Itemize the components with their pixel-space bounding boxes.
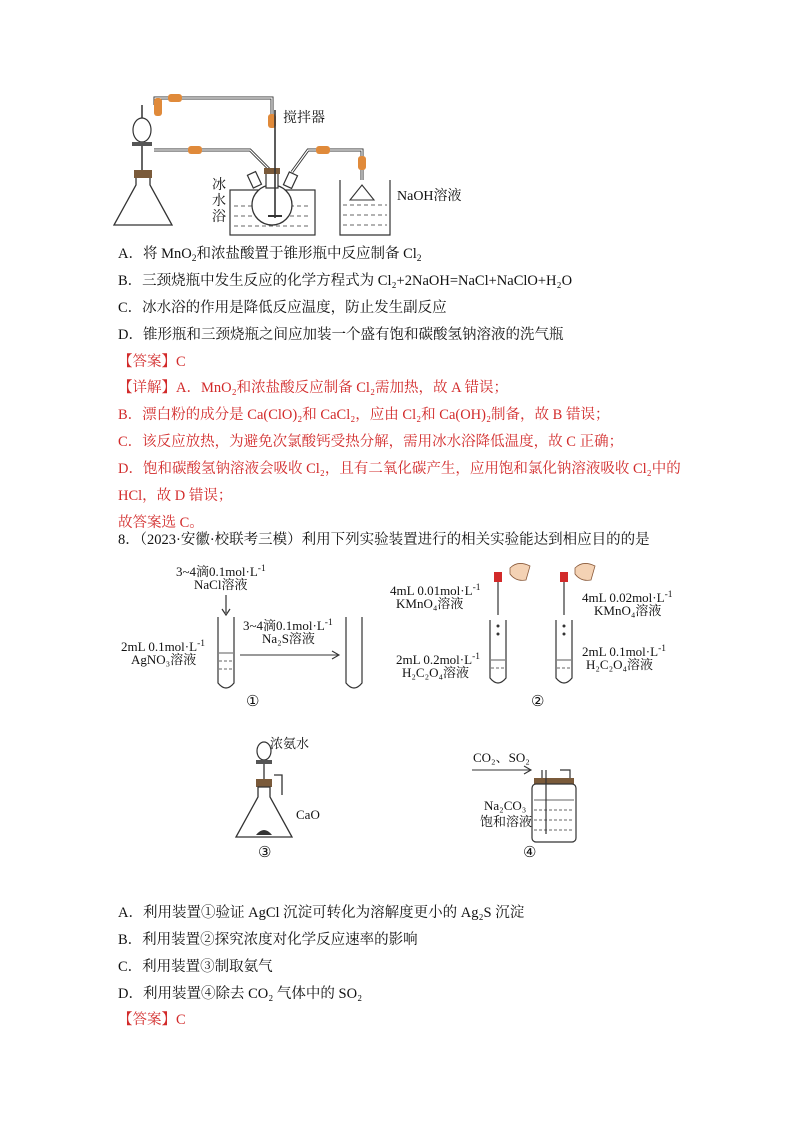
fig2-right-bottom-line2: H₂C₂O₄溶液 <box>586 657 654 672</box>
fig2-left-top-line2: KMnO₄溶液 <box>396 596 464 611</box>
naoh-solution-label: NaOH溶液 <box>397 189 462 204</box>
fig3-ammonia-label: 浓氨水 <box>270 736 310 751</box>
fig2-left-top-line1: 4mL $0.01mol\cdot L^{-1}$ <box>390 583 481 598</box>
q7-answer: 【答案】C <box>118 354 186 370</box>
q7-detail-1: 【详解】A．MnO₂和浓盐酸反应制备 Cl₂需加热，故 A 错误； <box>118 380 508 396</box>
q8-option-c: C．利用装置③制取氨气 <box>118 959 273 975</box>
q7-option-c: C．冰水浴的作用是降低反应温度，防止发生副反应 <box>118 300 447 316</box>
fig2-right-bottom-line1: 2mL $0.1mol\cdot L^{-1}$ <box>582 644 666 659</box>
fig2-number: ② <box>531 694 545 710</box>
q7-option-d: D．锥形瓶和三颈烧瓶之间应加装一个盛有饱和碳酸氢钠溶液的洗气瓶 <box>118 327 564 343</box>
fig2-right-top-line1: 4mL $0.02mol\cdot L^{-1}$ <box>582 590 673 605</box>
q8-option-d: D．利用装置④除去 CO₂ 气体中的 SO₂ <box>118 986 363 1002</box>
fig2-left-bottom-line1: 2mL $0.2mol\cdot L^{-1}$ <box>396 652 480 667</box>
q7-detail-5: HCl，故 D 错误； <box>118 488 233 504</box>
q7-detail-4: D．饱和碳酸氢钠溶液会吸收 Cl₂，且有二氧化碳产生，应用饱和氯化钠溶液吸收 Cl₂中的 <box>118 461 681 477</box>
fig4-liquid-line1: Na₂CO₃ <box>484 798 527 813</box>
q8-stem: 8．（2023·安徽·校联考三模）利用下列实验装置进行的相关实验能达到相应目的的是 <box>118 532 650 548</box>
q7-detail-2: B．漂白粉的成分是 Ca(ClO)₂和 CaCl₂，应由 Cl₂和 Ca(OH)₂制备，故 B 错误； <box>118 407 610 423</box>
q8-option-a: A．利用装置①验证 AgCl 沉淀可转化为溶解度更小的 Ag₂S 沉淀 <box>118 905 525 921</box>
fig4-number: ④ <box>523 845 537 861</box>
fig1-drop1-line1: 3~4滴$0.1mol\cdot L^{-1}$ <box>176 564 266 579</box>
apparatus-figure-2 <box>480 560 600 690</box>
stirrer-label: 搅拌器 <box>283 111 325 126</box>
q7-detail-3: C．该反应放热，为避免次氯酸钙受热分解，需用冰水浴降低温度，故 C 正确； <box>118 434 624 450</box>
q8-answer: 【答案】C <box>118 1012 186 1028</box>
apparatus-figure-2-tubes <box>210 595 370 695</box>
fig1-number: ① <box>246 694 260 710</box>
q8-option-b: B．利用装置②探究浓度对化学反应速率的影响 <box>118 932 418 948</box>
fig1-drop1-line2: NaCl溶液 <box>194 577 248 592</box>
q7-option-b: B．三颈烧瓶中发生反应的化学方程式为 Cl₂+2NaOH=NaCl+NaClO+H₂O <box>118 273 573 289</box>
fig1-tube-line2: AgNO₃溶液 <box>131 652 197 667</box>
fig4-gas-label: CO₂、SO₂ <box>473 750 530 765</box>
fig1-drop2-line1: 3~4滴$0.1mol\cdot L^{-1}$ <box>243 618 333 633</box>
q7-option-a: A．将 MnO$_2$和浓盐酸置于锥形瓶中反应制备 $Cl_2$ <box>118 246 422 264</box>
fig3-cao-label: CaO <box>296 807 320 822</box>
q7-conclusion: 故答案选 C。 <box>118 515 204 531</box>
fig1-tube-line1: 2mL $0.1mol\cdot L^{-1}$ <box>121 639 205 654</box>
fig4-liquid-line2: 饱和溶液 <box>480 814 533 829</box>
fig3-number: ③ <box>258 845 272 861</box>
fig1-drop2-line2: Na₂S溶液 <box>262 631 315 646</box>
fig2-left-bottom-line2: H₂C₂O₄溶液 <box>402 665 470 680</box>
ice-bath-label: 冰水浴 <box>212 178 226 225</box>
fig2-right-top-line2: KMnO₄溶液 <box>594 603 662 618</box>
